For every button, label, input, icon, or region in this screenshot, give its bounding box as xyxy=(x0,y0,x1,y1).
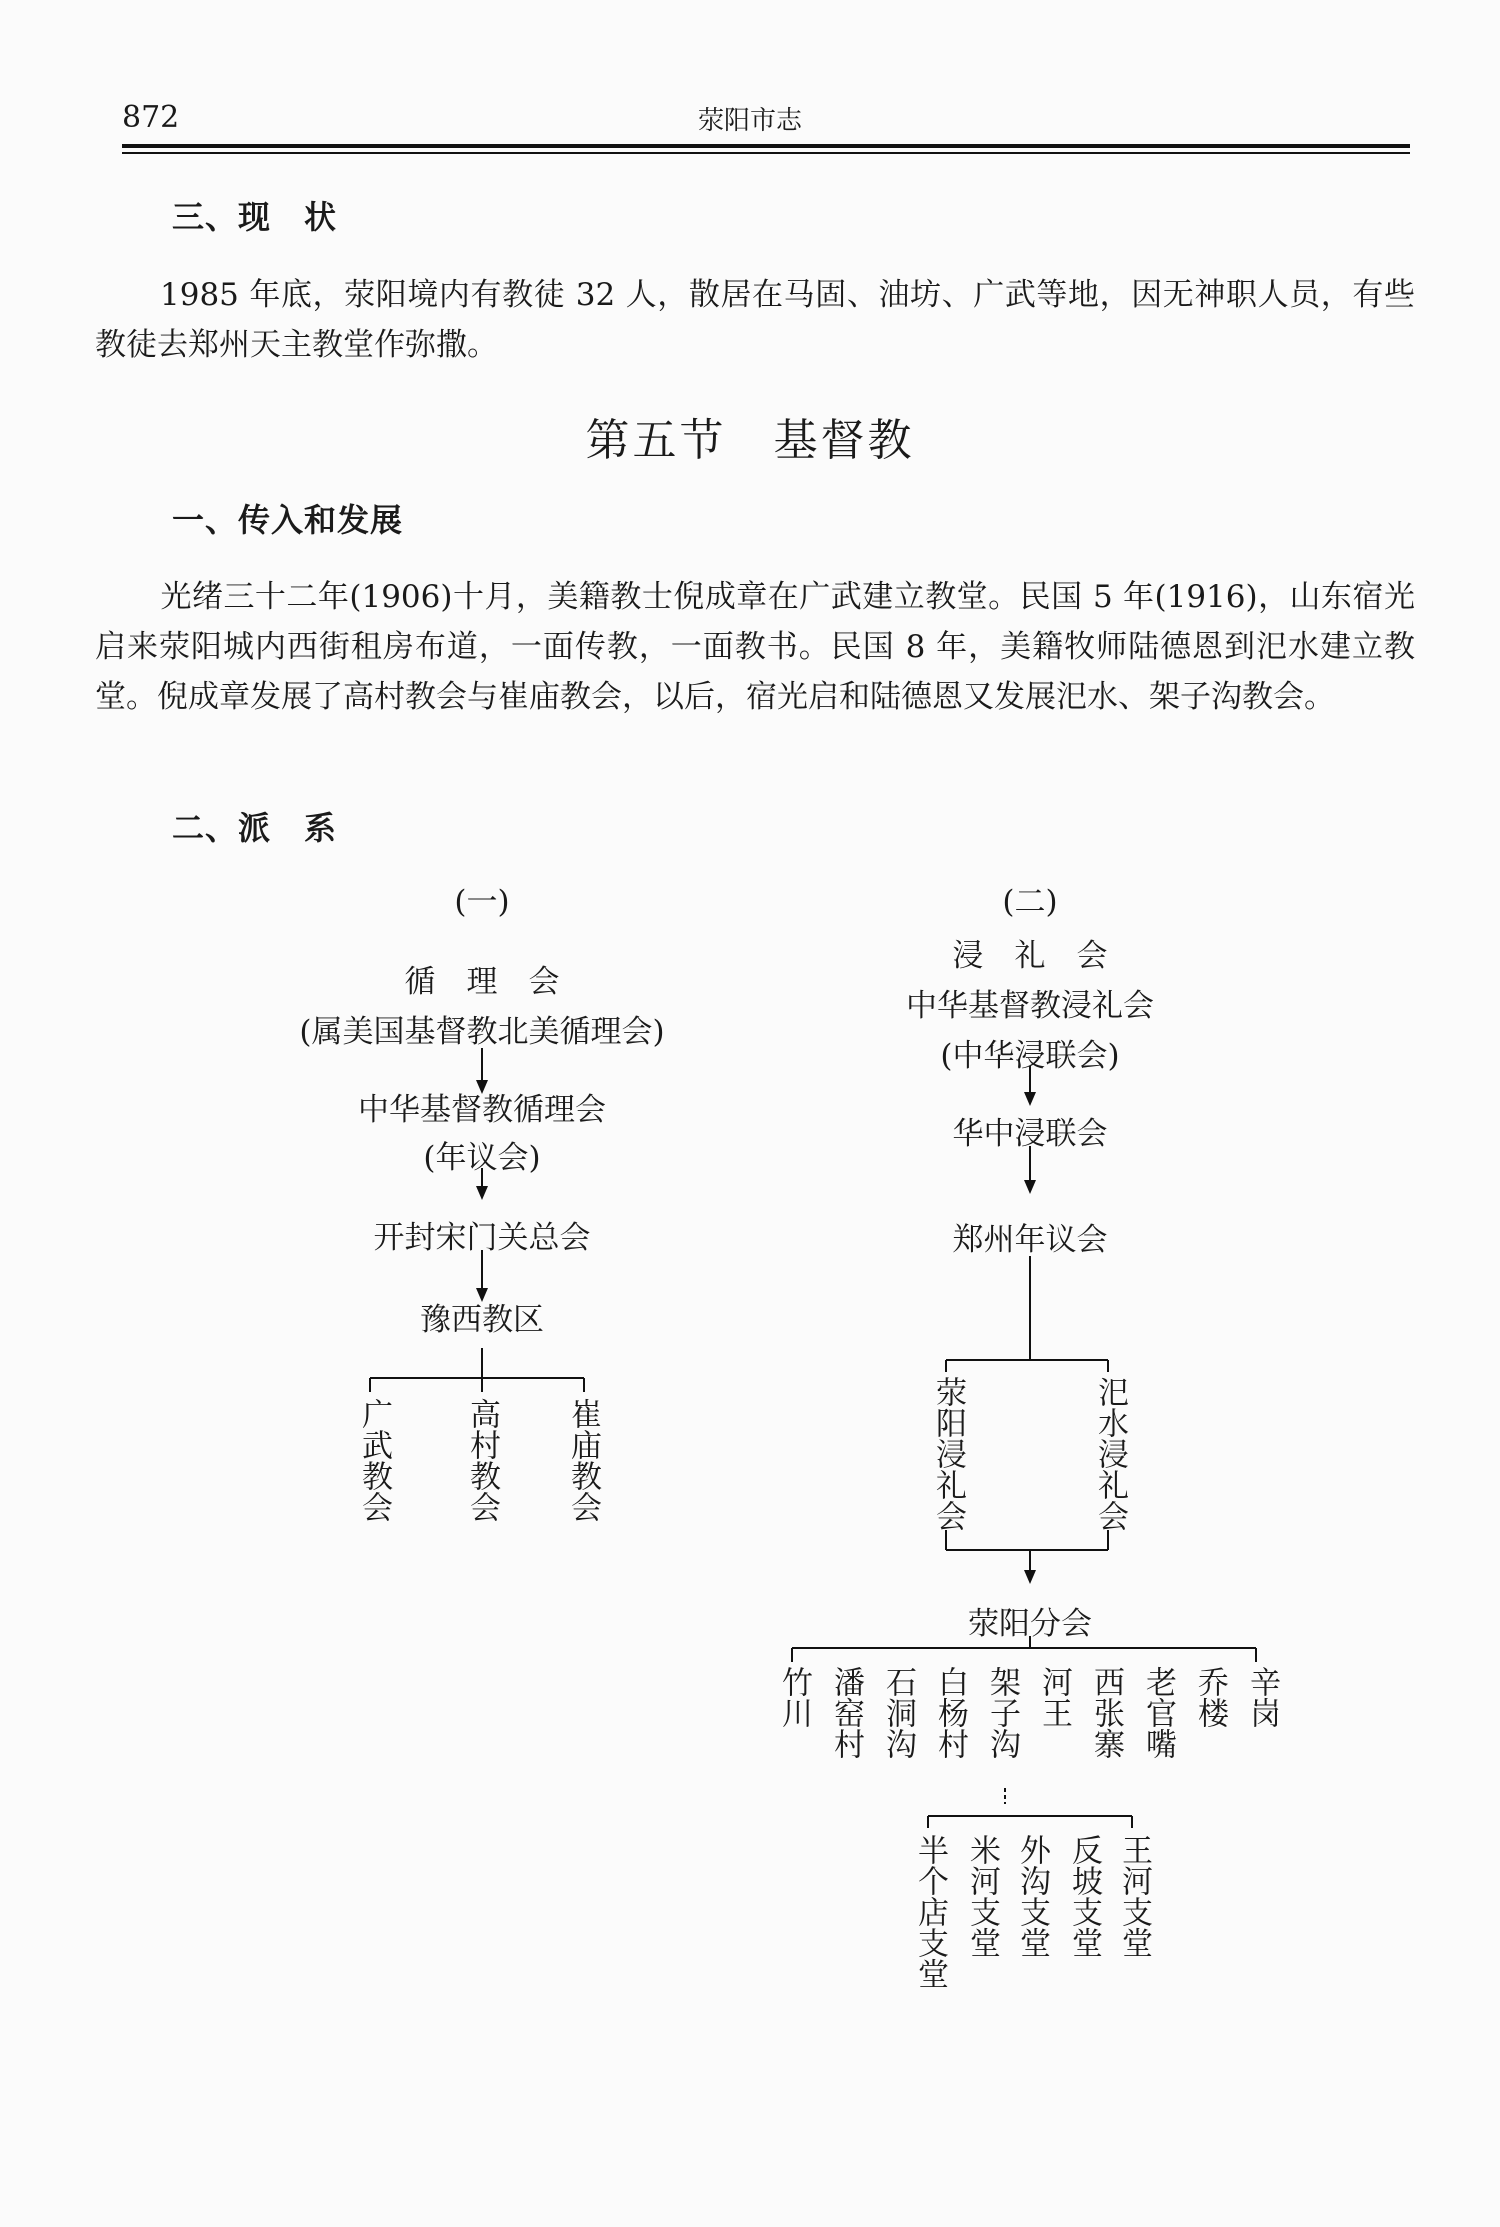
chart1-leaf: 广武教会 xyxy=(356,1398,392,1522)
status-paragraph-text: 1985 年底，荥阳境内有教徒 32 人，散居在马固、油坊、广武等地，因无神职人员，有些教徒去郑州天主教堂作弥撒。 xyxy=(95,277,1415,363)
running-title: 荥阳市志 xyxy=(697,106,802,136)
chart2-village: 西张寨 xyxy=(1088,1666,1124,1759)
chart2-village: 白杨村 xyxy=(932,1666,968,1759)
chart2-sub-branch: 反坡支堂 xyxy=(1066,1834,1102,1958)
chart2-village: 乔楼 xyxy=(1192,1666,1228,1728)
chart1-node-china-methodist: 中华基督教循理会 xyxy=(358,1092,606,1128)
chart2-node-china-baptist-note: (中华浸联会) xyxy=(940,1038,1120,1074)
chart2-village: 潘窑村 xyxy=(828,1666,864,1759)
chart1-label: (一) xyxy=(454,884,510,920)
chart2-village: 竹川 xyxy=(776,1666,812,1728)
chart2-node-xingyang-branch: 荥阳分会 xyxy=(968,1606,1092,1642)
chart1-leaf: 高村教会 xyxy=(464,1398,500,1522)
chart1-node-kaifeng: 开封宋门关总会 xyxy=(373,1220,591,1256)
chart2-node-china-baptist: 中华基督教浸礼会 xyxy=(906,988,1154,1024)
chart1-node-methodist: 循 理 会 xyxy=(404,964,560,1000)
chart1-leaf: 崔庙教会 xyxy=(565,1398,601,1522)
section-title: 第五节 基督教 xyxy=(585,415,915,466)
chart2-sub-branch: 米河支堂 xyxy=(964,1834,1000,1958)
chart1-node-yuxi-district: 豫西教区 xyxy=(420,1302,544,1338)
section-heading-introduction: 一、传入和发展 xyxy=(172,501,404,539)
section-heading-denominations: 二、派 系 xyxy=(172,809,338,847)
chart2-village: 老官嘴 xyxy=(1140,1666,1176,1759)
section-heading-status: 三、现 状 xyxy=(172,198,338,236)
page-number: 872 xyxy=(122,100,180,135)
chart2-sub-branch: 半个店支堂 xyxy=(912,1834,948,1989)
chart2-branch: 汜水浸礼会 xyxy=(1092,1376,1128,1531)
chart2-node-central-china: 华中浸联会 xyxy=(952,1116,1108,1152)
chart2-village: 河王 xyxy=(1036,1666,1072,1728)
chart1-node-methodist-note: (属美国基督教北美循理会) xyxy=(299,1014,665,1050)
chart2-label: (二) xyxy=(1002,884,1058,920)
introduction-paragraph-text: 光绪三十二年(1906)十月，美籍教士倪成章在广武建立教堂。民国 5 年(1916)，山东宿光启来荥阳城内西街租房布道，一面传教，一面教书。民国 8 年，美籍牧师陆德恩到汜水建立教堂。倪成章发展了高村教会与崔庙教会，以后，宿光启和陆德恩又发展汜水、架子沟教会。 xyxy=(95,579,1415,715)
chart2-village: 辛岗 xyxy=(1244,1666,1280,1728)
chart1-node-china-methodist-note: (年议会) xyxy=(423,1140,541,1176)
chart2-sub-branch: 外沟支堂 xyxy=(1014,1834,1050,1958)
chart2-node-zhengzhou: 郑州年议会 xyxy=(952,1222,1108,1258)
chart2-branch: 荥阳浸礼会 xyxy=(930,1376,966,1531)
chart2-sub-branch: 王河支堂 xyxy=(1116,1834,1152,1958)
chart2-node-baptist: 浸 礼 会 xyxy=(952,938,1108,974)
chart2-village: 石洞沟 xyxy=(880,1666,916,1759)
chart2-village: 架子沟 xyxy=(984,1666,1020,1759)
